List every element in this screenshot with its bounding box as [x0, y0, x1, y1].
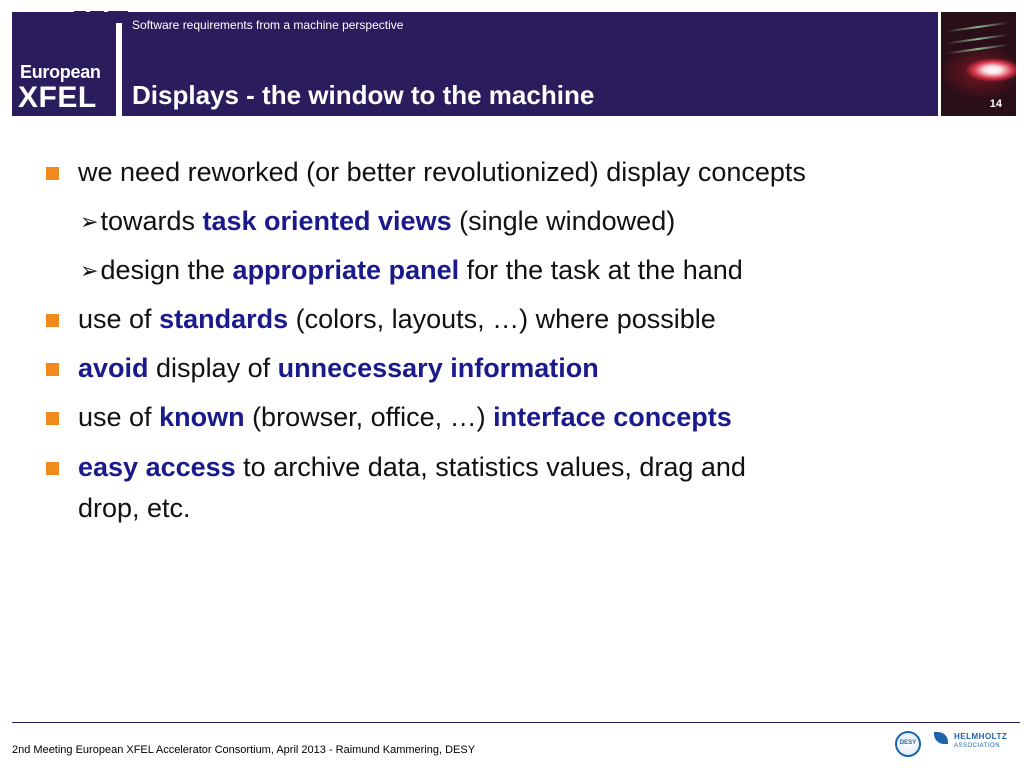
arrow-bullet-icon: ➢ — [80, 209, 99, 234]
emphasis-text: unnecessary information — [277, 353, 599, 383]
arrow-bullet-icon: ➢ — [80, 258, 99, 283]
accelerator-photo — [941, 12, 1016, 116]
bullet-text: use of — [78, 402, 160, 432]
bullet-item — [78, 399, 732, 435]
bullet-item — [78, 490, 191, 526]
bullet-square-icon — [46, 363, 59, 376]
slide-title: Displays - the window to the machine — [132, 80, 595, 110]
bullet-square-icon — [46, 462, 59, 475]
bullet-item — [78, 301, 716, 337]
photo-light-streak — [947, 44, 1009, 55]
photo-light-streak — [947, 22, 1009, 33]
european-xfel-logo — [12, 12, 116, 116]
emphasis-text: avoid — [78, 353, 149, 383]
bullet-text: (browser, office, …) — [244, 402, 494, 432]
bullet-text: (single windowed) — [451, 206, 676, 236]
helmholtz-association: ASSOCIATION — [954, 743, 1001, 749]
bullet-square-icon — [46, 412, 59, 425]
helmholtz-name: HELMHOLTZ — [954, 732, 1008, 741]
bullet-text: display of — [148, 353, 278, 383]
bullet-item — [78, 350, 599, 386]
desy-logo — [895, 731, 921, 757]
bullet-item — [78, 154, 806, 190]
bullet-text: use of — [78, 304, 160, 334]
emphasis-text: task oriented views — [202, 206, 452, 236]
bullet-item — [78, 449, 746, 485]
bullet-text: for the task at the hand — [459, 255, 743, 285]
helmholtz-mark-icon — [934, 732, 948, 744]
footer-text: 2nd Meeting European XFEL Accelerator Consortium, April 2013 - Raimund Kammering, DESY — [12, 744, 476, 756]
bullet-text: towards — [100, 206, 203, 236]
bullet-text: (colors, layouts, …) where possible — [288, 304, 716, 334]
emphasis-text: interface concepts — [493, 402, 732, 432]
emphasis-text: easy access — [78, 452, 236, 482]
logo-text-line2: XFEL — [18, 81, 97, 114]
sub-bullet-item — [80, 252, 743, 289]
sub-bullet-item — [80, 203, 675, 240]
photo-light-streak — [947, 34, 1009, 45]
footer-divider — [12, 722, 1020, 723]
desy-logo-text: DESY — [899, 740, 917, 746]
bullet-text: to archive data, statistics values, drag and — [235, 452, 746, 482]
bullet-text: we need reworked (or better revolutionized) display concepts — [78, 157, 806, 187]
logo-text-line1: European — [20, 62, 101, 82]
presentation-subtitle: Software requirements from a machine perspective — [132, 18, 404, 32]
bullet-text: design the — [100, 255, 233, 285]
title-bar — [122, 12, 938, 116]
bullet-text: drop, etc. — [78, 493, 191, 523]
emphasis-text: standards — [159, 304, 289, 334]
bullet-square-icon — [46, 314, 59, 327]
bullet-square-icon — [46, 167, 59, 180]
page-number: 14 — [989, 98, 1002, 110]
emphasis-text: appropriate panel — [232, 255, 460, 285]
emphasis-text: known — [159, 402, 245, 432]
